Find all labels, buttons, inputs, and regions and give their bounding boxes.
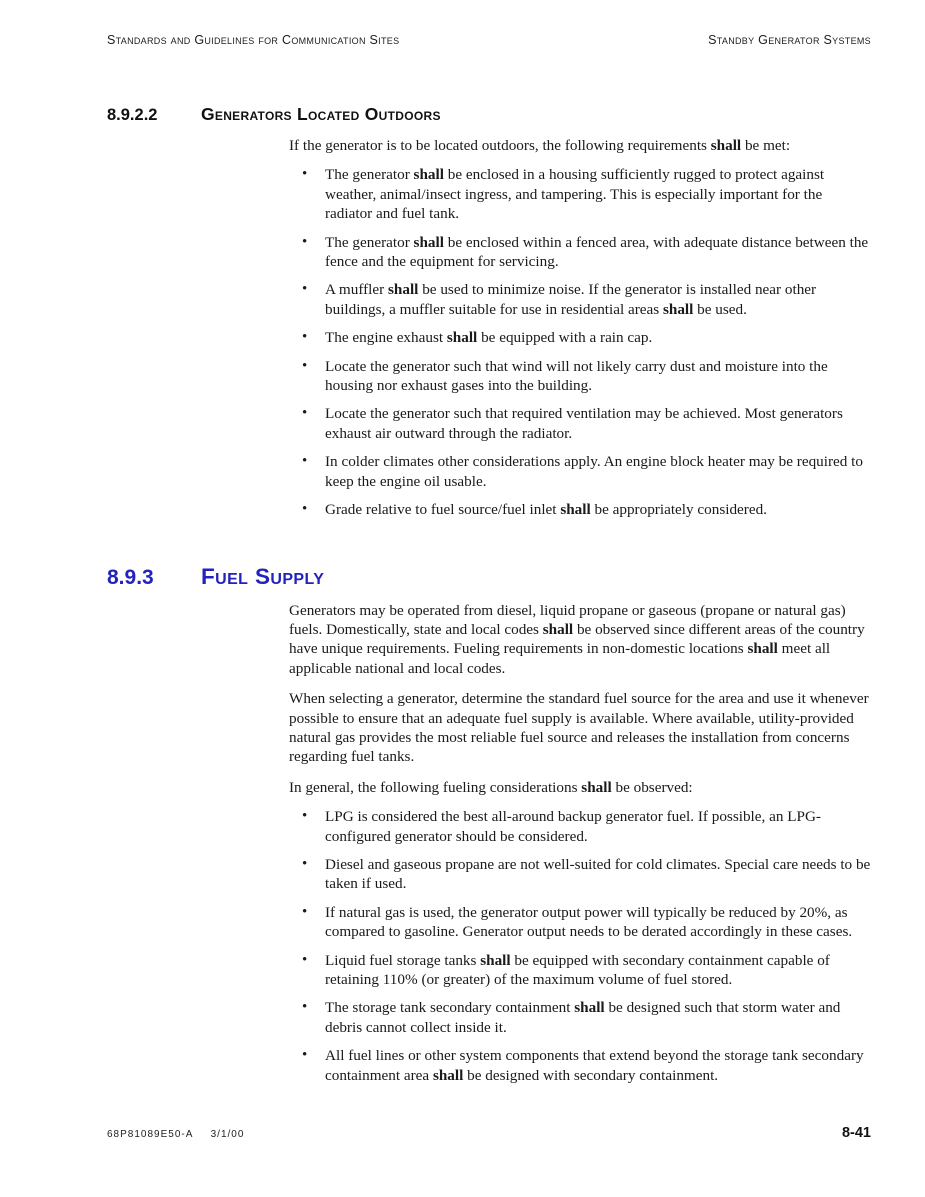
list-item: • All fuel lines or other system components that extend beyond the storage tank secondary containment area shall be designed with secondary containment. xyxy=(289,1046,871,1085)
footer-doc-info xyxy=(107,1129,244,1140)
list-item: • The generator shall be enclosed within a fenced area, with adequate distance between the fence and the equipment for servicing. xyxy=(289,233,871,272)
list-item: • In colder climates other considerations apply. An engine block heater may be required to keep the engine oil usable. xyxy=(289,452,871,491)
list-item: • Diesel and gaseous propane are not well-suited for cold climates. Special care needs to be taken if used. xyxy=(289,855,871,894)
paragraph: Generators may be operated from diesel, liquid propane or gaseous (propane or natural gas) fuels. Domestically, state and local codes shall be observed since different areas of the country have unique requirements. Fueling requirements in non-domestic locations shall meet all applicable national and local codes. xyxy=(289,601,865,677)
fueling-considerations-list xyxy=(289,807,871,1085)
section-title: Generators Located Outdoors xyxy=(201,104,441,124)
list-item: • The engine exhaust shall be equipped with a rain cap. xyxy=(289,328,871,347)
header-left-title: Standards and Guidelines for Communication Sites xyxy=(107,33,400,47)
document-number: 68P81089E50-A xyxy=(107,1129,193,1140)
section-heading-generators-located-outdoors xyxy=(107,104,871,125)
page-content xyxy=(107,104,871,1094)
paragraph: When selecting a generator, determine the standard fuel source for the area and use it whenever possible to ensure that an adequate fuel supply is available. Where available, utility-provided natural gas provides the most reliable fuel source and releases the installation from concerns regarding fuel tanks. xyxy=(289,690,869,766)
page-number: 8-41 xyxy=(841,1125,871,1141)
section-body-outdoors xyxy=(289,136,871,520)
running-footer xyxy=(107,1125,871,1141)
list-item: • LPG is considered the best all-around backup generator fuel. If possible, an LPG-configured generator should be considered. xyxy=(289,807,871,846)
outdoor-requirements-list xyxy=(289,165,871,519)
section-title: Fuel Supply xyxy=(201,563,325,589)
paragraph: In general, the following fueling considerations shall be observed: xyxy=(289,778,693,796)
running-header xyxy=(107,33,871,47)
document-date: 3/1/00 xyxy=(210,1129,245,1140)
section-heading-fuel-supply xyxy=(107,564,871,590)
list-item: • The generator shall be enclosed in a housing sufficiently rugged to protect against weather, animal/insect ingress, and tampering. This is especially important for the radiator and fuel tank. xyxy=(289,165,871,223)
section-body-fuel-supply xyxy=(289,601,871,1086)
list-item: • Locate the generator such that wind will not likely carry dust and moisture into the housing nor exhaust gases into the building. xyxy=(289,357,871,396)
list-item: • Locate the generator such that required ventilation may be achieved. Most generators exhaust air outward through the radiator. xyxy=(289,404,871,443)
list-item: • Liquid fuel storage tanks shall be equipped with secondary containment capable of retaining 110% (or greater) of the maximum volume of fuel stored. xyxy=(289,951,871,990)
section-number: 8.9.3 xyxy=(107,565,154,589)
list-item: • The storage tank secondary containment shall be designed such that storm water and debris cannot collect inside it. xyxy=(289,998,871,1037)
list-item: • A muffler shall be used to minimize noise. If the generator is installed near other buildings, a muffler suitable for use in residential areas shall be used. xyxy=(289,280,871,319)
intro-paragraph: If the generator is to be located outdoors, the following requirements shall be met: xyxy=(289,137,791,154)
section-number: 8.9.2.2 xyxy=(107,106,158,124)
list-item: • Grade relative to fuel source/fuel inlet shall be appropriately considered. xyxy=(289,500,871,519)
list-item: • If natural gas is used, the generator output power will typically be reduced by 20%, as compared to gasoline. Generator output needs to be derated accordingly in these cases. xyxy=(289,903,871,942)
header-right-title: Standby Generator Systems xyxy=(708,33,871,47)
